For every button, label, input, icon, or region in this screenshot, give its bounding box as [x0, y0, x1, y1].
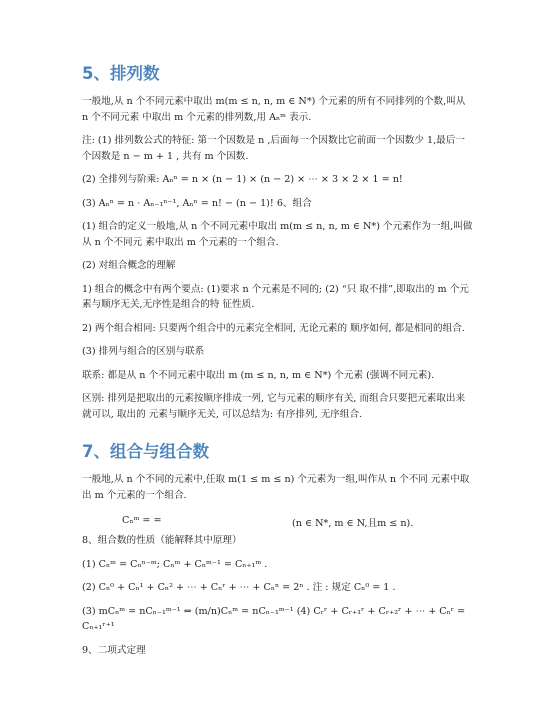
section-5-paragraph-1: 一般地,从 n 个不同元素中取出 m(m ≤ n, n, m ∈ N*) 个元素的所有不同排列的个数,叫从 n 个不同元素 中取出 m 个元素的排列数,用 Aₙᵐ 表示. — [82, 96, 466, 123]
combination-point-2: 2) 两个组合相同: 只要两个组合中的元素完全相同, 无论元素的 顺序如何, 都是相同的组合. — [82, 322, 465, 334]
section-5-heading: 5、排列数 — [82, 64, 160, 83]
difference-title: (3) 排列与组合的区别与联系 — [82, 346, 205, 357]
relation-text: 联系: 都是从 n 个不同元素中取出 m (m ≤ n, n, m ∈ N*) 个元素 (强调不同元素). — [82, 369, 435, 381]
document-content — [82, 62, 474, 658]
property-title: 8、组合数的性质（能解释其中原理） — [82, 535, 242, 546]
formula-right: (n ∈ N*, m ∈ N,且m ≤ n). — [292, 518, 414, 529]
section-7-heading: 7、组合与组合数 — [82, 442, 209, 461]
property-1: (1) Cₙᵐ = Cₙⁿ⁻ᵐ; Cₙᵐ + Cₙᵐ⁻¹ = Cₙ₊₁ᵐ . — [82, 558, 268, 570]
permutation-note: 注: (1) 排列数公式的特征: 第一个因数是 n ,后面每一个因数比它前面一个因数少 1,最后一个因数是 n − m + 1 , 共有 m 个因数. — [82, 135, 465, 162]
formula-left: Cₙᵐ = = — [122, 515, 162, 526]
combination-point-1: 1) 组合的概念中有两个要点: (1)要求 n 个元素是不同的; (2) “只 取不排”,即取出的 m 个元素与顺序无关,无序性是组合的特 征性质. — [82, 283, 469, 310]
permutation-identity: (3) Aₙⁿ = n · Aₙ₋₁ⁿ⁻¹, Aₙⁿ = n! − (n − 1)! 6、组合 — [82, 197, 312, 209]
property-2: (2) Cₙ⁰ + Cₙ¹ + Cₙ² + ⋯ + Cₙʳ + ⋯ + Cₙⁿ = 2ⁿ . 注 : 规定 Cₙ⁰ = 1 . — [82, 582, 396, 593]
difference-text: 区别: 排列是把取出的元素按顺序排成一列, 它与元素的顺序有关, 而组合只要把元素取出来就可以, 取出的 元素与顺序无关, 可以总结为: 有序排列, 无序组合. — [82, 393, 466, 420]
property-3-4: (3) mCₙᵐ = nCₙ₋₁ᵐ⁻¹ ⇔ (m/n)Cₙᵐ = nCₙ₋₁ᵐ⁻¹ (4) Cᵣʳ + Cᵣ₊₁ʳ + Cᵣ₊₂ʳ + ⋯ + Cₙʳ = Cₙ₊₁ʳ⁺¹ — [82, 605, 466, 632]
binomial-theorem-title: 9、二项式定理 — [82, 644, 146, 656]
combination-number-formula — [82, 511, 474, 533]
section-7-paragraph-1: 一般地,从 n 个不同的元素中,任取 m(1 ≤ m ≤ n) 个元素为一组,叫作从 n 个不同 元素中取出 m 个元素的一个组合. — [82, 474, 470, 501]
combination-definition: (1) 组合的定义一般地,从 n 个不同元素中取出 m(m ≤ n, n, m ∈ N*) 个元素作为一组,叫做从 n 个不同元 素中取出 m 个元素的一个组合. — [82, 221, 473, 248]
full-permutation-formula: (2) 全排列与阶乘: Aₙⁿ = n × (n − 1) × (n − 2) × ⋯ × 3 × 2 × 1 = n! — [82, 174, 403, 185]
combination-understanding-title: (2) 对组合概念的理解 — [82, 260, 176, 271]
